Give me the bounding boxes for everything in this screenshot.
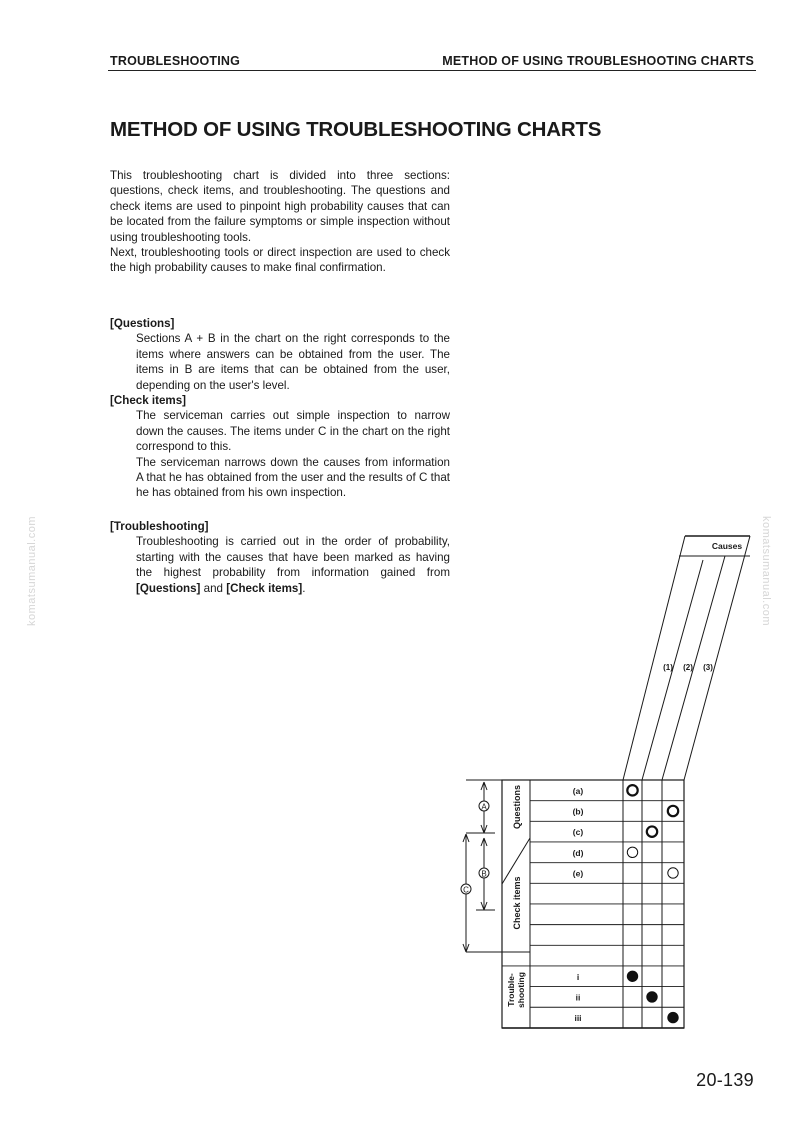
troubleshooting-label-line-2: shooting (516, 972, 526, 1008)
causes-label: Causes (711, 541, 743, 551)
row-label: i (576, 971, 580, 982)
troubleshooting-heading: [Troubleshooting] (110, 520, 209, 533)
probability-circle-mark (668, 868, 678, 878)
questions-heading: [Questions] (110, 317, 175, 330)
check-items-group-label: Check items (512, 876, 522, 930)
page-title: METHOD OF USING TROUBLESHOOTING CHARTS (110, 118, 602, 141)
watermark-right: komatsumanual.com (760, 516, 772, 626)
row-label: (c) (572, 827, 584, 838)
row-label: (a) (572, 785, 584, 796)
check-items-text-2: The serviceman narrows down the causes from information A that he has obtained from the user and the results of C that he has obtained from his own inspection. (136, 455, 450, 500)
intro-paragraph-2: Next, troubleshooting tools or direct inspection are used to check the high probability causes to make final confirmation. (110, 246, 450, 275)
check-items-text-1: The serviceman carries out simple inspection to narrow down the causes. The items under C in the chart on the right correspond to this. (136, 409, 450, 454)
high-probability-circle-mark (647, 826, 657, 836)
header-page-topic: METHOD OF USING TROUBLESHOOTING CHARTS (442, 54, 754, 68)
probability-dot-mark (668, 1012, 678, 1022)
check-items-heading: [Check items] (110, 394, 187, 407)
troubleshooting-text-b: and (200, 581, 227, 595)
cause-col-label-1: (1) (663, 663, 673, 672)
header-section-title: TROUBLESHOOTING (110, 54, 241, 68)
questions-ref: [Questions] (136, 581, 201, 595)
bracket-b-label: B (481, 869, 487, 879)
row-label: (b) (572, 806, 584, 817)
row-label: ii (575, 992, 581, 1003)
bracket-labels (461, 801, 489, 895)
row-label: (e) (572, 868, 584, 879)
probability-circle-mark (627, 847, 637, 857)
troubleshooting-text-c: . (302, 581, 306, 595)
questions-group-label: Questions (512, 784, 522, 830)
bracket-a-label: A (481, 802, 487, 812)
intro-paragraph-1: This troubleshooting chart is divided into three sections: questions, check items, and troubleshooting. The questions and check items are used to pinpoint high probability causes that can be located from the failure symptoms or simple inspection without using troubleshooting tools. (110, 169, 450, 244)
row-label: iii (574, 1013, 582, 1024)
questions-text: Sections A + B in the chart on the right corresponds to the items where answers can be obtained from the user. The items in B are items that can be obtained from the user, depending on the user's level. (136, 332, 450, 392)
cause-col-label-2: (2) (683, 663, 693, 672)
row-label: (d) (572, 847, 584, 858)
chart-rows (502, 785, 684, 1023)
troubleshooting-group-label (506, 972, 526, 1008)
page-number: 20-139 (696, 1070, 754, 1090)
high-probability-circle-mark (627, 785, 637, 795)
check-items-ref: [Check items] (226, 581, 303, 595)
probability-dot-mark (647, 992, 657, 1002)
high-probability-circle-mark (668, 806, 678, 816)
causes-band-right-edge (684, 536, 750, 780)
cause-col-label-3: (3) (703, 663, 713, 672)
probability-dot-mark (627, 971, 637, 981)
bracket-c-label: C (463, 885, 469, 895)
troubleshooting-label-line-1: Trouble- (506, 973, 516, 1007)
troubleshooting-text-a: Troubleshooting is carried out in the order of probability, starting with the causes that have been marked as having the highest probability from information gained from (136, 535, 450, 580)
watermark-left: komatsumanual.com (26, 516, 38, 626)
